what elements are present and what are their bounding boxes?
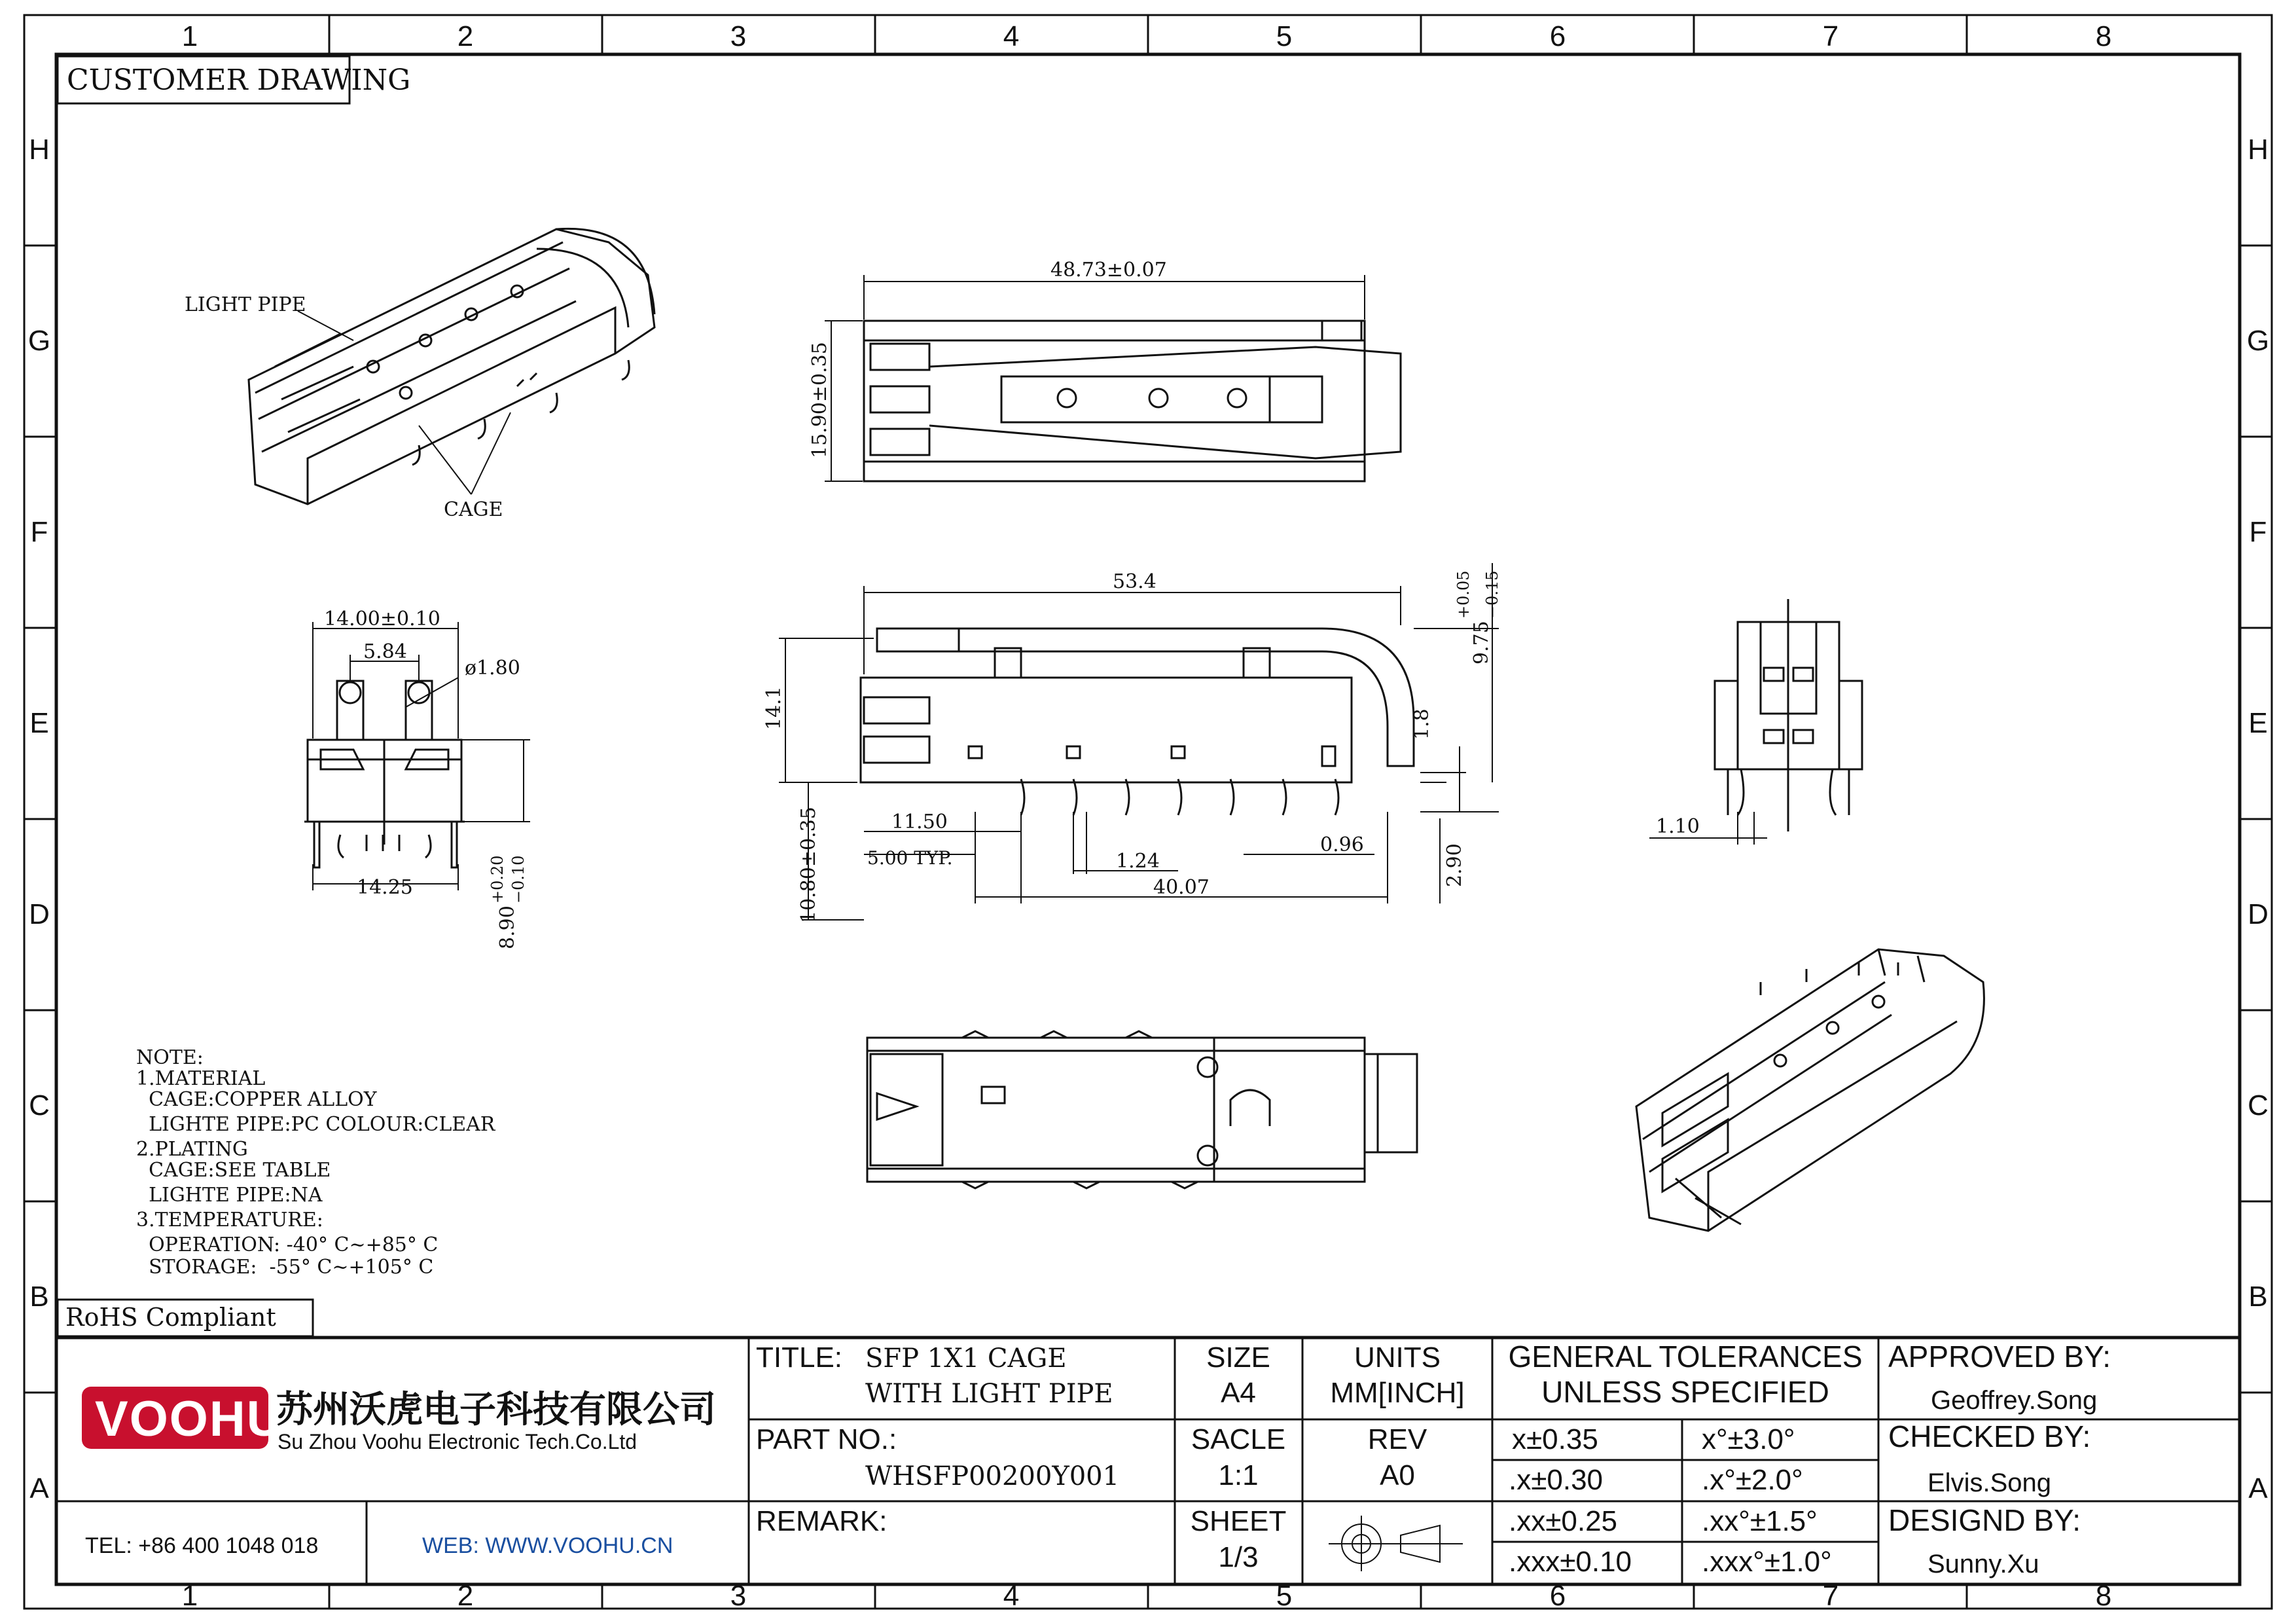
- row-label: D: [2248, 898, 2269, 930]
- col-label: 8: [2095, 1580, 2112, 1612]
- row-label: D: [29, 898, 50, 930]
- tolerance-cell: .xx°±1.5°: [1702, 1505, 1818, 1537]
- row-label: A: [29, 1472, 49, 1504]
- title-line-2: WITH LIGHT PIPE: [865, 1379, 1113, 1409]
- note-line: LIGHTE PIPE:NA: [136, 1184, 323, 1207]
- col-label: 5: [1276, 20, 1293, 52]
- note-line: CAGE:SEE TABLE: [136, 1159, 331, 1182]
- dim-side-2-90: 2.90: [1443, 843, 1466, 887]
- company-web: WEB: WWW.VOOHU.CN: [422, 1533, 673, 1558]
- company-tel: TEL: +86 400 1048 018: [85, 1533, 319, 1558]
- dim-side-pipe-tol-lower: −0.15: [1483, 570, 1501, 619]
- company-name-en: Su Zhou Voohu Electronic Tech.Co.Ltd: [278, 1430, 637, 1453]
- projection-symbol-icon: [1329, 1516, 1463, 1571]
- approved-label: APPROVED BY:: [1888, 1340, 2111, 1374]
- title-label: TITLE:: [756, 1341, 843, 1374]
- tolerance-heading-2: UNLESS SPECIFIED: [1541, 1375, 1829, 1409]
- col-label: 3: [730, 1580, 747, 1612]
- col-label: 8: [2095, 20, 2112, 52]
- row-ticks: [24, 246, 2272, 1393]
- tolerance-cell: .xxx°±1.0°: [1702, 1546, 1832, 1578]
- title-line-1: SFP 1X1 CAGE: [865, 1343, 1067, 1374]
- company-name-cn: 苏州沃虎电子科技有限公司: [276, 1389, 716, 1431]
- tolerance-heading-1: GENERAL TOLERANCES: [1508, 1340, 1863, 1374]
- sheet-value: 1/3: [1218, 1541, 1259, 1573]
- dim-side-5-00: 5.00 TYP.: [867, 847, 953, 869]
- dim-side-10-80: 10.80±0.35: [797, 807, 820, 923]
- bottom-view: [867, 1031, 1417, 1188]
- dim-top-width: 15.90±0.35: [808, 342, 831, 458]
- col-label: 6: [1549, 1580, 1566, 1612]
- row-label: B: [29, 1281, 49, 1313]
- rev-label: REV: [1367, 1423, 1427, 1455]
- dim-side-pipe-tol-upper: +0.05: [1454, 570, 1473, 619]
- note-line: CAGE:COPPER ALLOY: [136, 1088, 377, 1111]
- dim-side-height: 14.1: [762, 686, 785, 730]
- note-line: STORAGE: -55° C~+105° C: [136, 1256, 434, 1279]
- row-label: F: [2249, 516, 2267, 548]
- row-label: A: [2248, 1472, 2268, 1504]
- col-label: 1: [181, 1580, 198, 1612]
- tolerance-cell: x°±3.0°: [1702, 1423, 1795, 1455]
- dim-front-pitch: 5.84: [363, 640, 407, 663]
- part-label: PART NO.:: [756, 1423, 897, 1455]
- tolerance-cell: .x±0.30: [1509, 1464, 1604, 1496]
- col-label: 1: [181, 20, 198, 52]
- row-label: G: [27, 325, 51, 357]
- note-line: OPERATION: -40° C~+85° C: [136, 1233, 439, 1256]
- sheet-label: SHEET: [1190, 1505, 1287, 1537]
- scale-label: SACLE: [1191, 1423, 1286, 1455]
- row-label: E: [29, 707, 49, 739]
- rohs-label: RoHS Compliant: [65, 1303, 276, 1332]
- designed-by: Sunny.Xu: [1928, 1550, 2039, 1578]
- dim-top-length: 48.73±0.07: [1050, 259, 1167, 282]
- rear-view: [1649, 599, 1862, 845]
- tolerance-cell: .xx±0.25: [1509, 1505, 1618, 1537]
- col-label: 3: [730, 20, 747, 52]
- note-line: 3.TEMPERATURE:: [136, 1209, 323, 1231]
- iso-view-bottom-right: [1636, 949, 1984, 1231]
- dim-side-1-24: 1.24: [1116, 850, 1160, 873]
- dim-front-height: 8.90: [496, 905, 519, 949]
- scale-value: 1:1: [1218, 1459, 1259, 1491]
- col-label: 2: [457, 20, 474, 52]
- light-pipe-callout: LIGHT PIPE: [185, 293, 306, 316]
- top-view: [808, 259, 1401, 481]
- size-value: A4: [1221, 1377, 1256, 1409]
- notes: [136, 1046, 496, 1279]
- units-label: UNITS: [1354, 1341, 1441, 1374]
- note-line: 2.PLATING: [136, 1138, 248, 1161]
- approvals: [1888, 1340, 2111, 1578]
- row-label: G: [2246, 325, 2270, 357]
- dim-front-width: 14.00±0.10: [324, 608, 440, 630]
- row-label: H: [2248, 134, 2269, 166]
- dim-side-length: 53.4: [1113, 570, 1157, 593]
- row-label: F: [30, 516, 48, 548]
- rev-value: A0: [1380, 1459, 1415, 1491]
- row-label: E: [2248, 707, 2268, 739]
- size-units-cells: [1191, 1341, 1465, 1573]
- remark-label: REMARK:: [756, 1505, 888, 1537]
- column-labels-top: [182, 20, 2111, 52]
- part-number: WHSFP00200Y001: [865, 1461, 1120, 1491]
- col-label: 7: [1822, 1580, 1839, 1612]
- row-label: B: [2248, 1281, 2268, 1313]
- dim-front-base: 14.25: [357, 876, 413, 899]
- dim-rear-1-10: 1.10: [1656, 815, 1700, 838]
- logo-text: VOOHU: [95, 1391, 284, 1447]
- note-line: 1.MATERIAL: [136, 1067, 266, 1090]
- col-label: 6: [1549, 20, 1566, 52]
- tolerance-cell: .xxx±0.10: [1509, 1546, 1632, 1578]
- checked-by: Elvis.Song: [1928, 1468, 2051, 1497]
- col-label: 7: [1822, 20, 1839, 52]
- row-label: C: [29, 1089, 50, 1122]
- row-label: H: [29, 134, 50, 166]
- col-label: 5: [1276, 1580, 1293, 1612]
- approved-by: Geoffrey.Song: [1931, 1386, 2098, 1415]
- dim-side-11-50: 11.50: [891, 811, 948, 833]
- iso-view-top-left: [249, 228, 655, 504]
- tolerance-cell: .x°±2.0°: [1702, 1464, 1803, 1496]
- note-line: NOTE:: [136, 1046, 204, 1069]
- col-label: 2: [457, 1580, 474, 1612]
- designed-label: DESIGND BY:: [1888, 1503, 2081, 1537]
- row-label: C: [2248, 1089, 2269, 1122]
- dim-side-1-8: 1.8: [1410, 708, 1433, 740]
- checked-label: CHECKED BY:: [1888, 1419, 2091, 1453]
- units-value: MM[INCH]: [1330, 1377, 1465, 1409]
- dim-side-40-07: 40.07: [1153, 876, 1210, 899]
- col-label: 4: [1003, 1580, 1020, 1612]
- cage-callout: CAGE: [444, 498, 503, 521]
- size-label: SIZE: [1206, 1341, 1270, 1374]
- dim-side-0-96: 0.96: [1320, 833, 1364, 856]
- dim-side-pipe: 9.75: [1470, 621, 1493, 665]
- col-label: 4: [1003, 20, 1020, 52]
- front-view: [304, 608, 530, 949]
- dim-front-height-tol-lower: −0.10: [509, 855, 528, 903]
- header-label: CUSTOMER DRAWING: [67, 64, 411, 97]
- dim-front-height-tol-upper: +0.20: [488, 855, 507, 903]
- note-line: LIGHTE PIPE:PC COLOUR:CLEAR: [136, 1113, 495, 1136]
- side-view: [762, 563, 1501, 923]
- dim-front-dia: ø1.80: [465, 657, 520, 680]
- title-block-lines: [56, 1338, 2240, 1584]
- tolerance-cell: x±0.35: [1512, 1423, 1598, 1455]
